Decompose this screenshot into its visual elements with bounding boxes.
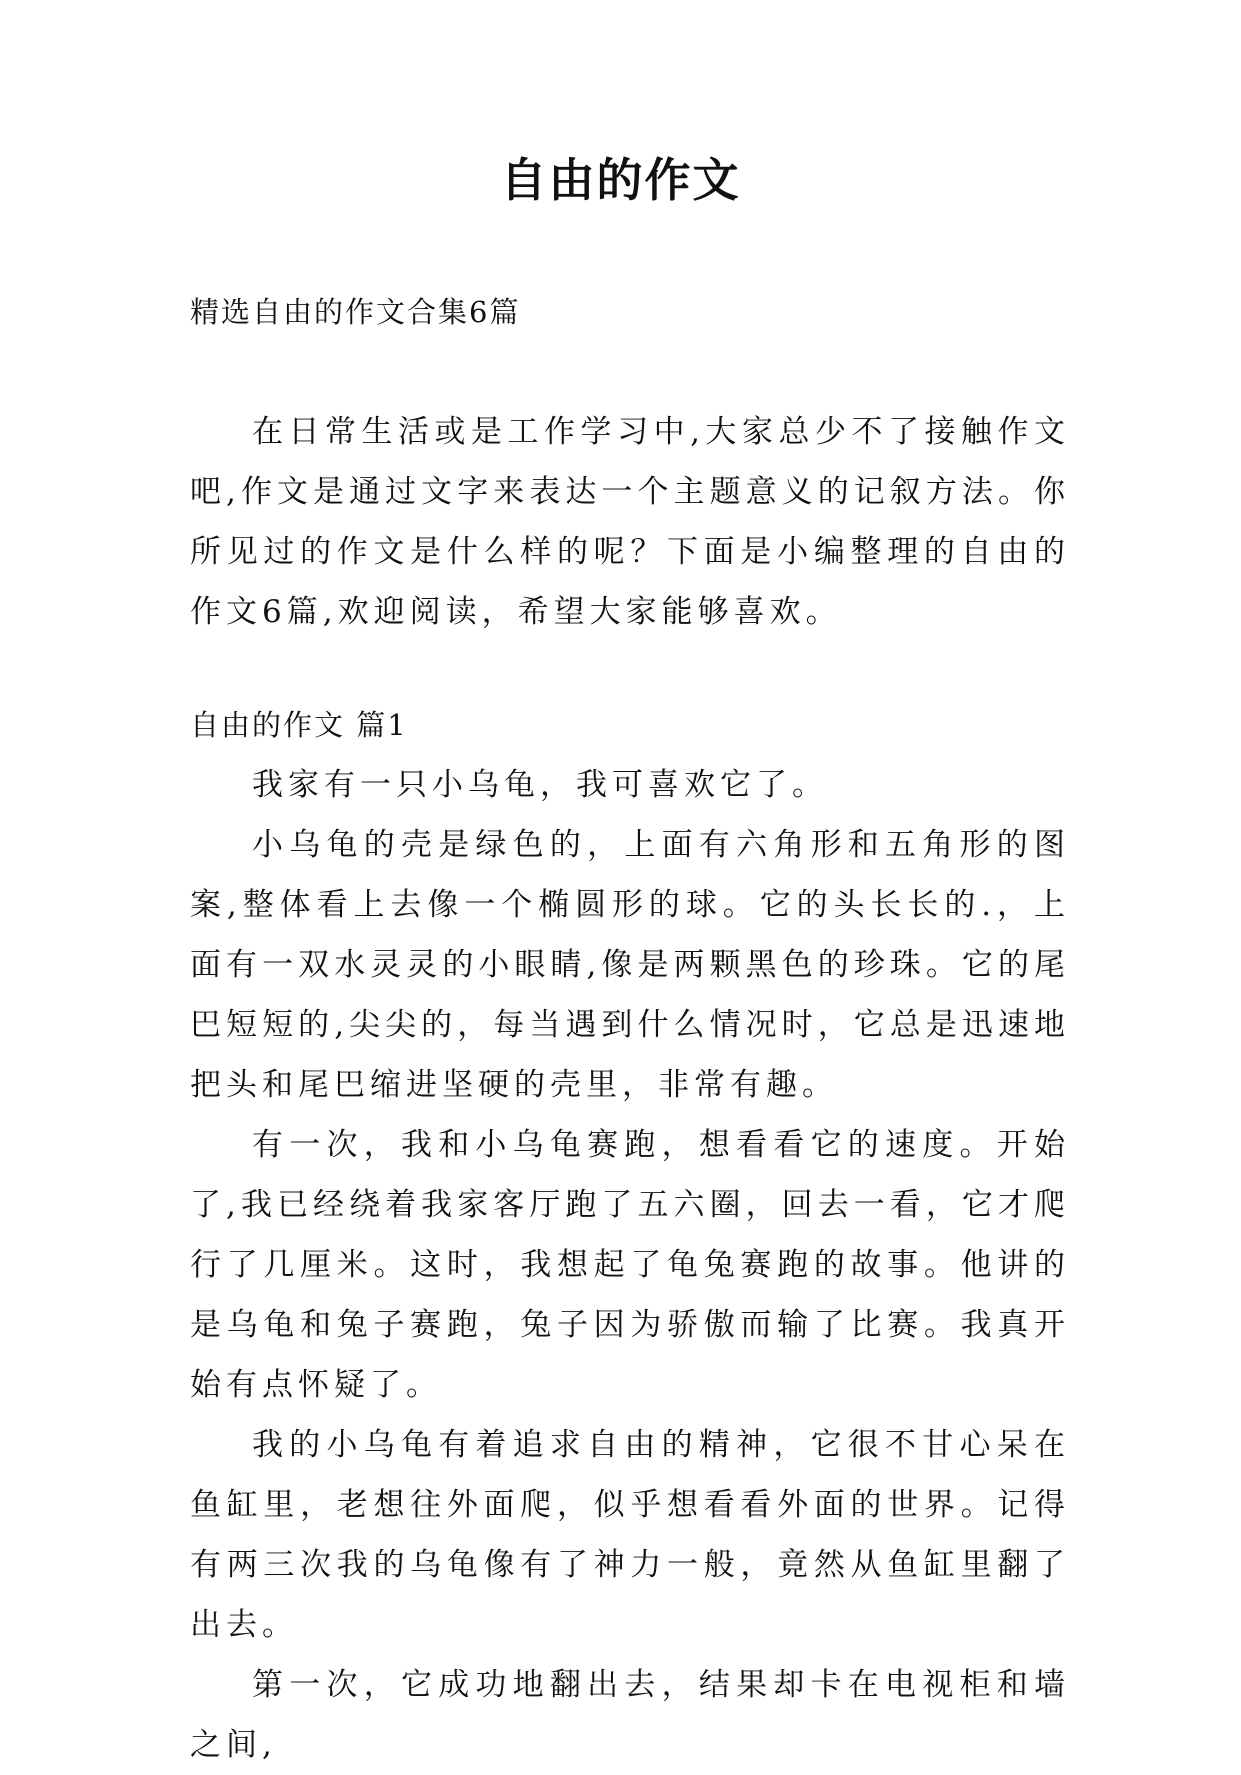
paragraph: 我家有一只小乌龟，我可喜欢它了。: [252, 767, 828, 803]
document-subtitle: 精选自由的作文合集6篇: [190, 295, 521, 329]
paragraph: 小乌龟的壳是绿色的，上面有六角形和五角形的图案,整体看上去像一个椭圆形的球。它的头长长的.，上面有一双水灵灵的小眼睛,像是两颗黑色的珍珠。它的尾巴短短的,尖尖的，每当遇到什么情况时，它总是迅速地把头和尾巴缩进坚硬的壳里，非常有趣。: [190, 827, 1070, 1103]
intro-block: [190, 402, 1070, 642]
section-1: [190, 695, 1070, 1775]
paragraph: 我的小乌龟有着追求自由的精神，它很不甘心呆在鱼缸里，老想往外面爬，似乎想看看外面的世界。记得有两三次我的乌龟像有了神力一般，竟然从鱼缸里翻了出去。: [190, 1427, 1070, 1643]
section-heading: 自由的作文 篇1: [190, 708, 408, 742]
paragraph: 第一次，它成功地翻出去，结果却卡在电视柜和墙之间,: [190, 1667, 1070, 1763]
intro-paragraph: 在日常生活或是工作学习中,大家总少不了接触作文吧,作文是通过文字来表达一个主题意义的记叙方法。你所见过的作文是什么样的呢？下面是小编整理的自由的作文6篇,欢迎阅读，希望大家能够喜欢。: [190, 414, 1070, 630]
document-title: 自由的作文: [500, 153, 741, 207]
paragraph: 有一次，我和小乌龟赛跑，想看看它的速度。开始了,我已经绕着我家客厅跑了五六圈，回去一看，它才爬行了几厘米。这时，我想起了龟兔赛跑的故事。他讲的是乌龟和兔子赛跑，兔子因为骄傲而输了比赛。我真开始有点怀疑了。: [190, 1127, 1070, 1403]
